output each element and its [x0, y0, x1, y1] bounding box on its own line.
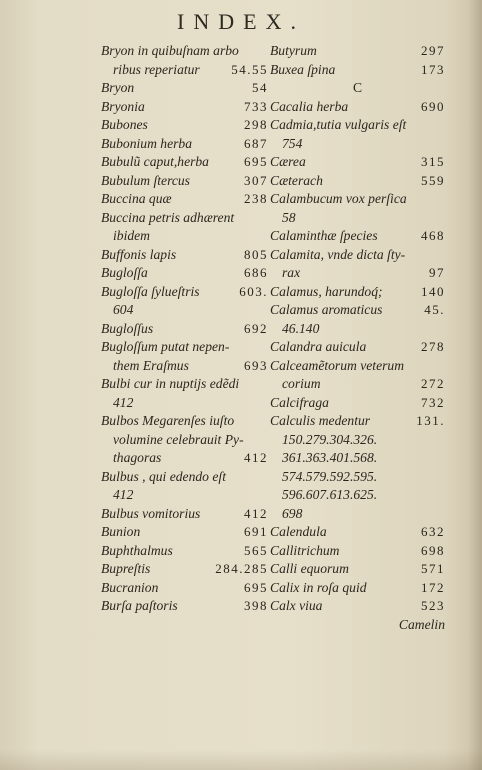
entry-text: volumine celebrauit Py-	[113, 431, 244, 447]
index-entry	[101, 394, 268, 413]
index-entry	[270, 246, 445, 265]
index-entry	[270, 320, 445, 339]
entry-text: 58	[282, 209, 296, 225]
entry-page-number: 315	[421, 154, 445, 169]
index-entry	[270, 505, 445, 524]
entry-text: Buxea ſpina	[270, 61, 336, 77]
entry-page-number: 307	[244, 172, 268, 188]
entry-text: Bulbus vomitorius	[101, 505, 201, 521]
entry-page-number: 687	[244, 135, 268, 151]
index-entry	[270, 486, 445, 505]
section-letter	[270, 79, 445, 98]
index-entry	[270, 523, 445, 542]
entry-page-number: 54	[252, 80, 268, 95]
index-entry	[270, 190, 445, 209]
index-entry	[270, 338, 445, 357]
index-entry	[101, 338, 268, 357]
entry-page-number: 686	[244, 265, 268, 280]
entry-text: Buffonis lapis	[101, 246, 177, 262]
entry-page-number: 398	[244, 598, 268, 613]
entry-text: Cadmia,tutia vulgaris eſt	[270, 117, 407, 132]
entry-text: ribus reperiatur	[113, 61, 200, 77]
index-entry	[101, 209, 268, 228]
entry-page-number: 733	[244, 98, 268, 114]
entry-text: 361.363.401.568.	[282, 450, 378, 465]
index-entry	[101, 505, 268, 524]
entry-text: Bulbus , qui edendo eſt	[101, 468, 226, 484]
entry-page-number: 172	[421, 579, 445, 595]
index-entry	[270, 61, 445, 80]
index-entry	[270, 209, 445, 228]
index-entry	[101, 542, 268, 561]
entry-text: Cærea	[270, 154, 306, 169]
entry-text: Bugloſſa ſylueſtris	[101, 283, 200, 299]
entry-page-number: 565	[244, 542, 268, 558]
entry-text: 596.607.613.625.	[282, 487, 378, 502]
entry-text: Burſa paſtoris	[101, 598, 178, 613]
index-entry	[101, 227, 268, 246]
entry-page-number: 131.	[416, 413, 445, 428]
entry-text: Buphthalmus	[101, 542, 173, 558]
index-entry	[101, 190, 268, 209]
entry-text: Bryonia	[101, 98, 145, 114]
index-entry	[270, 283, 445, 302]
entry-text: Bunion	[101, 524, 141, 539]
entry-text: Bryon in quibuſnam arbo	[101, 43, 239, 58]
index-entry	[101, 246, 268, 265]
entry-text: them Eraſmus	[113, 357, 189, 373]
index-entry	[270, 135, 445, 154]
entry-page-number: 284.285	[215, 561, 268, 576]
entry-text: Camelin	[398, 616, 445, 632]
entry-text: Calamita, vnde dicta ſty-	[270, 246, 406, 262]
entry-page-number: 692	[244, 320, 268, 336]
entry-text: Buccina petris adhærent	[101, 209, 235, 225]
entry-text: 46.140	[282, 320, 320, 336]
index-entry	[101, 283, 268, 302]
index-entry	[101, 579, 268, 598]
index-entry	[270, 394, 445, 413]
index-entry	[101, 468, 268, 487]
index-entry	[101, 172, 268, 191]
index-entry	[101, 320, 268, 339]
entry-text: 698	[282, 505, 303, 521]
entry-text: Bugloſſa	[101, 265, 148, 280]
entry-text: corium	[282, 376, 321, 391]
entry-text: 574.579.592.595.	[282, 468, 378, 484]
entry-page-number: 632	[421, 524, 445, 539]
index-entry	[101, 301, 268, 320]
entry-text: 150.279.304.326.	[282, 431, 378, 447]
entry-text: Calandra auicula	[270, 339, 367, 354]
entry-page-number: 173	[421, 61, 445, 77]
entry-page-number: 691	[244, 524, 268, 539]
entry-text: Calx viua	[270, 598, 323, 613]
entry-text: 412	[113, 487, 134, 502]
entry-page-number: 603.	[239, 283, 268, 299]
left-index-column	[101, 42, 268, 616]
entry-text: Butyrum	[270, 43, 317, 58]
index-entry	[101, 135, 268, 154]
page-bottom-shadow	[0, 750, 482, 770]
entry-page-number: 559	[421, 172, 445, 188]
index-entry	[270, 542, 445, 561]
entry-page-number: 732	[421, 394, 445, 410]
index-entry	[101, 153, 268, 172]
entry-text: Bubulum ſtercus	[101, 172, 190, 188]
index-entry	[101, 597, 268, 616]
entry-page-number: 695	[244, 579, 268, 595]
index-entry	[270, 560, 445, 579]
entry-text: Calceamẽtorum veterum	[270, 357, 405, 373]
entry-page-number: 412	[244, 505, 268, 521]
index-entry	[270, 412, 445, 431]
index-entry	[101, 42, 268, 61]
index-entry	[101, 486, 268, 505]
entry-page-number: 97	[429, 265, 445, 280]
entry-page-number: 693	[244, 357, 268, 373]
index-entry	[270, 597, 445, 616]
entry-page-number: 523	[421, 598, 445, 613]
index-entry	[101, 375, 268, 394]
index-entry	[270, 98, 445, 117]
index-entry	[101, 116, 268, 135]
entry-text: Calaminthæ ſpecies	[270, 228, 378, 243]
entry-text: Calculis medentur	[270, 413, 371, 428]
index-entry	[101, 79, 268, 98]
entry-page-number: 298	[244, 117, 268, 132]
entry-text: Bubulũ caput,herba	[101, 154, 209, 169]
index-entry	[101, 523, 268, 542]
index-entry	[101, 560, 268, 579]
entry-text: C	[352, 80, 363, 95]
entry-text: Bupreſtis	[101, 561, 151, 576]
index-entry	[270, 42, 445, 61]
index-entry	[270, 264, 445, 283]
entry-text: Bugloſſus	[101, 320, 154, 336]
entry-page-number: 297	[421, 43, 445, 58]
entry-page-number: 278	[421, 339, 445, 354]
entry-text: Callitrichum	[270, 542, 340, 558]
right-index-column	[270, 42, 445, 634]
index-entry	[270, 301, 445, 320]
catchword	[270, 616, 445, 635]
entry-text: Bugloſſum putat nepen-	[101, 339, 230, 354]
index-entry	[270, 153, 445, 172]
entry-page-number: 695	[244, 154, 268, 169]
entry-page-number: 571	[421, 561, 445, 576]
entry-text: Bubones	[101, 117, 148, 132]
entry-text: Calli equorum	[270, 561, 349, 576]
index-entry	[270, 431, 445, 450]
index-entry	[101, 264, 268, 283]
entry-text: Calambucum vox perſica	[270, 191, 407, 206]
index-entry	[270, 172, 445, 191]
entry-page-number: 238	[244, 191, 268, 206]
index-entry	[270, 579, 445, 598]
entry-text: Calamus aromaticus	[270, 302, 383, 317]
entry-text: 412	[113, 394, 134, 410]
entry-text: rax	[282, 265, 301, 280]
entry-text: Cacalia herba	[270, 98, 349, 114]
index-entry	[101, 357, 268, 376]
entry-text: Bulbos Megarenſes iuſto	[101, 413, 235, 428]
page-gutter-shadow	[468, 0, 482, 770]
entry-text: Buccina quæ	[101, 191, 172, 206]
entry-page-number: 412	[244, 450, 268, 465]
index-entry	[101, 61, 268, 80]
entry-page-number: 468	[421, 228, 445, 243]
page-title: INDEX.	[177, 9, 305, 34]
entry-page-number: 54.55	[231, 61, 268, 77]
index-entry	[270, 116, 445, 135]
index-entry	[270, 468, 445, 487]
entry-text: Calix in roſa quid	[270, 579, 367, 595]
entry-text: Bubonium herba	[101, 135, 192, 151]
index-entry	[270, 449, 445, 468]
entry-text: Bucranion	[101, 579, 159, 595]
index-entry	[270, 357, 445, 376]
entry-page-number: 45.	[424, 302, 445, 317]
entry-text: thagoras	[113, 450, 162, 465]
entry-text: Bulbi cur in nuptijs edẽdi	[101, 376, 240, 391]
entry-text: Cæterach	[270, 172, 323, 188]
index-entry	[270, 375, 445, 394]
entry-page-number: 140	[421, 283, 445, 299]
entry-text: Calamus, harundoq́;	[270, 283, 383, 299]
index-entry	[101, 412, 268, 431]
entry-text: ibidem	[113, 228, 150, 243]
index-entry	[101, 431, 268, 450]
entry-text: Bryon	[101, 80, 135, 95]
index-entry	[101, 98, 268, 117]
index-entry	[270, 227, 445, 246]
entry-text: Calendula	[270, 524, 327, 539]
entry-page-number: 698	[421, 542, 445, 558]
entry-page-number: 272	[421, 376, 445, 391]
entry-text: Calcifraga	[270, 394, 329, 410]
entry-page-number: 690	[421, 98, 445, 114]
entry-page-number: 805	[244, 246, 268, 262]
entry-text: 604	[113, 302, 134, 317]
index-entry	[101, 449, 268, 468]
entry-text: 754	[282, 135, 303, 151]
